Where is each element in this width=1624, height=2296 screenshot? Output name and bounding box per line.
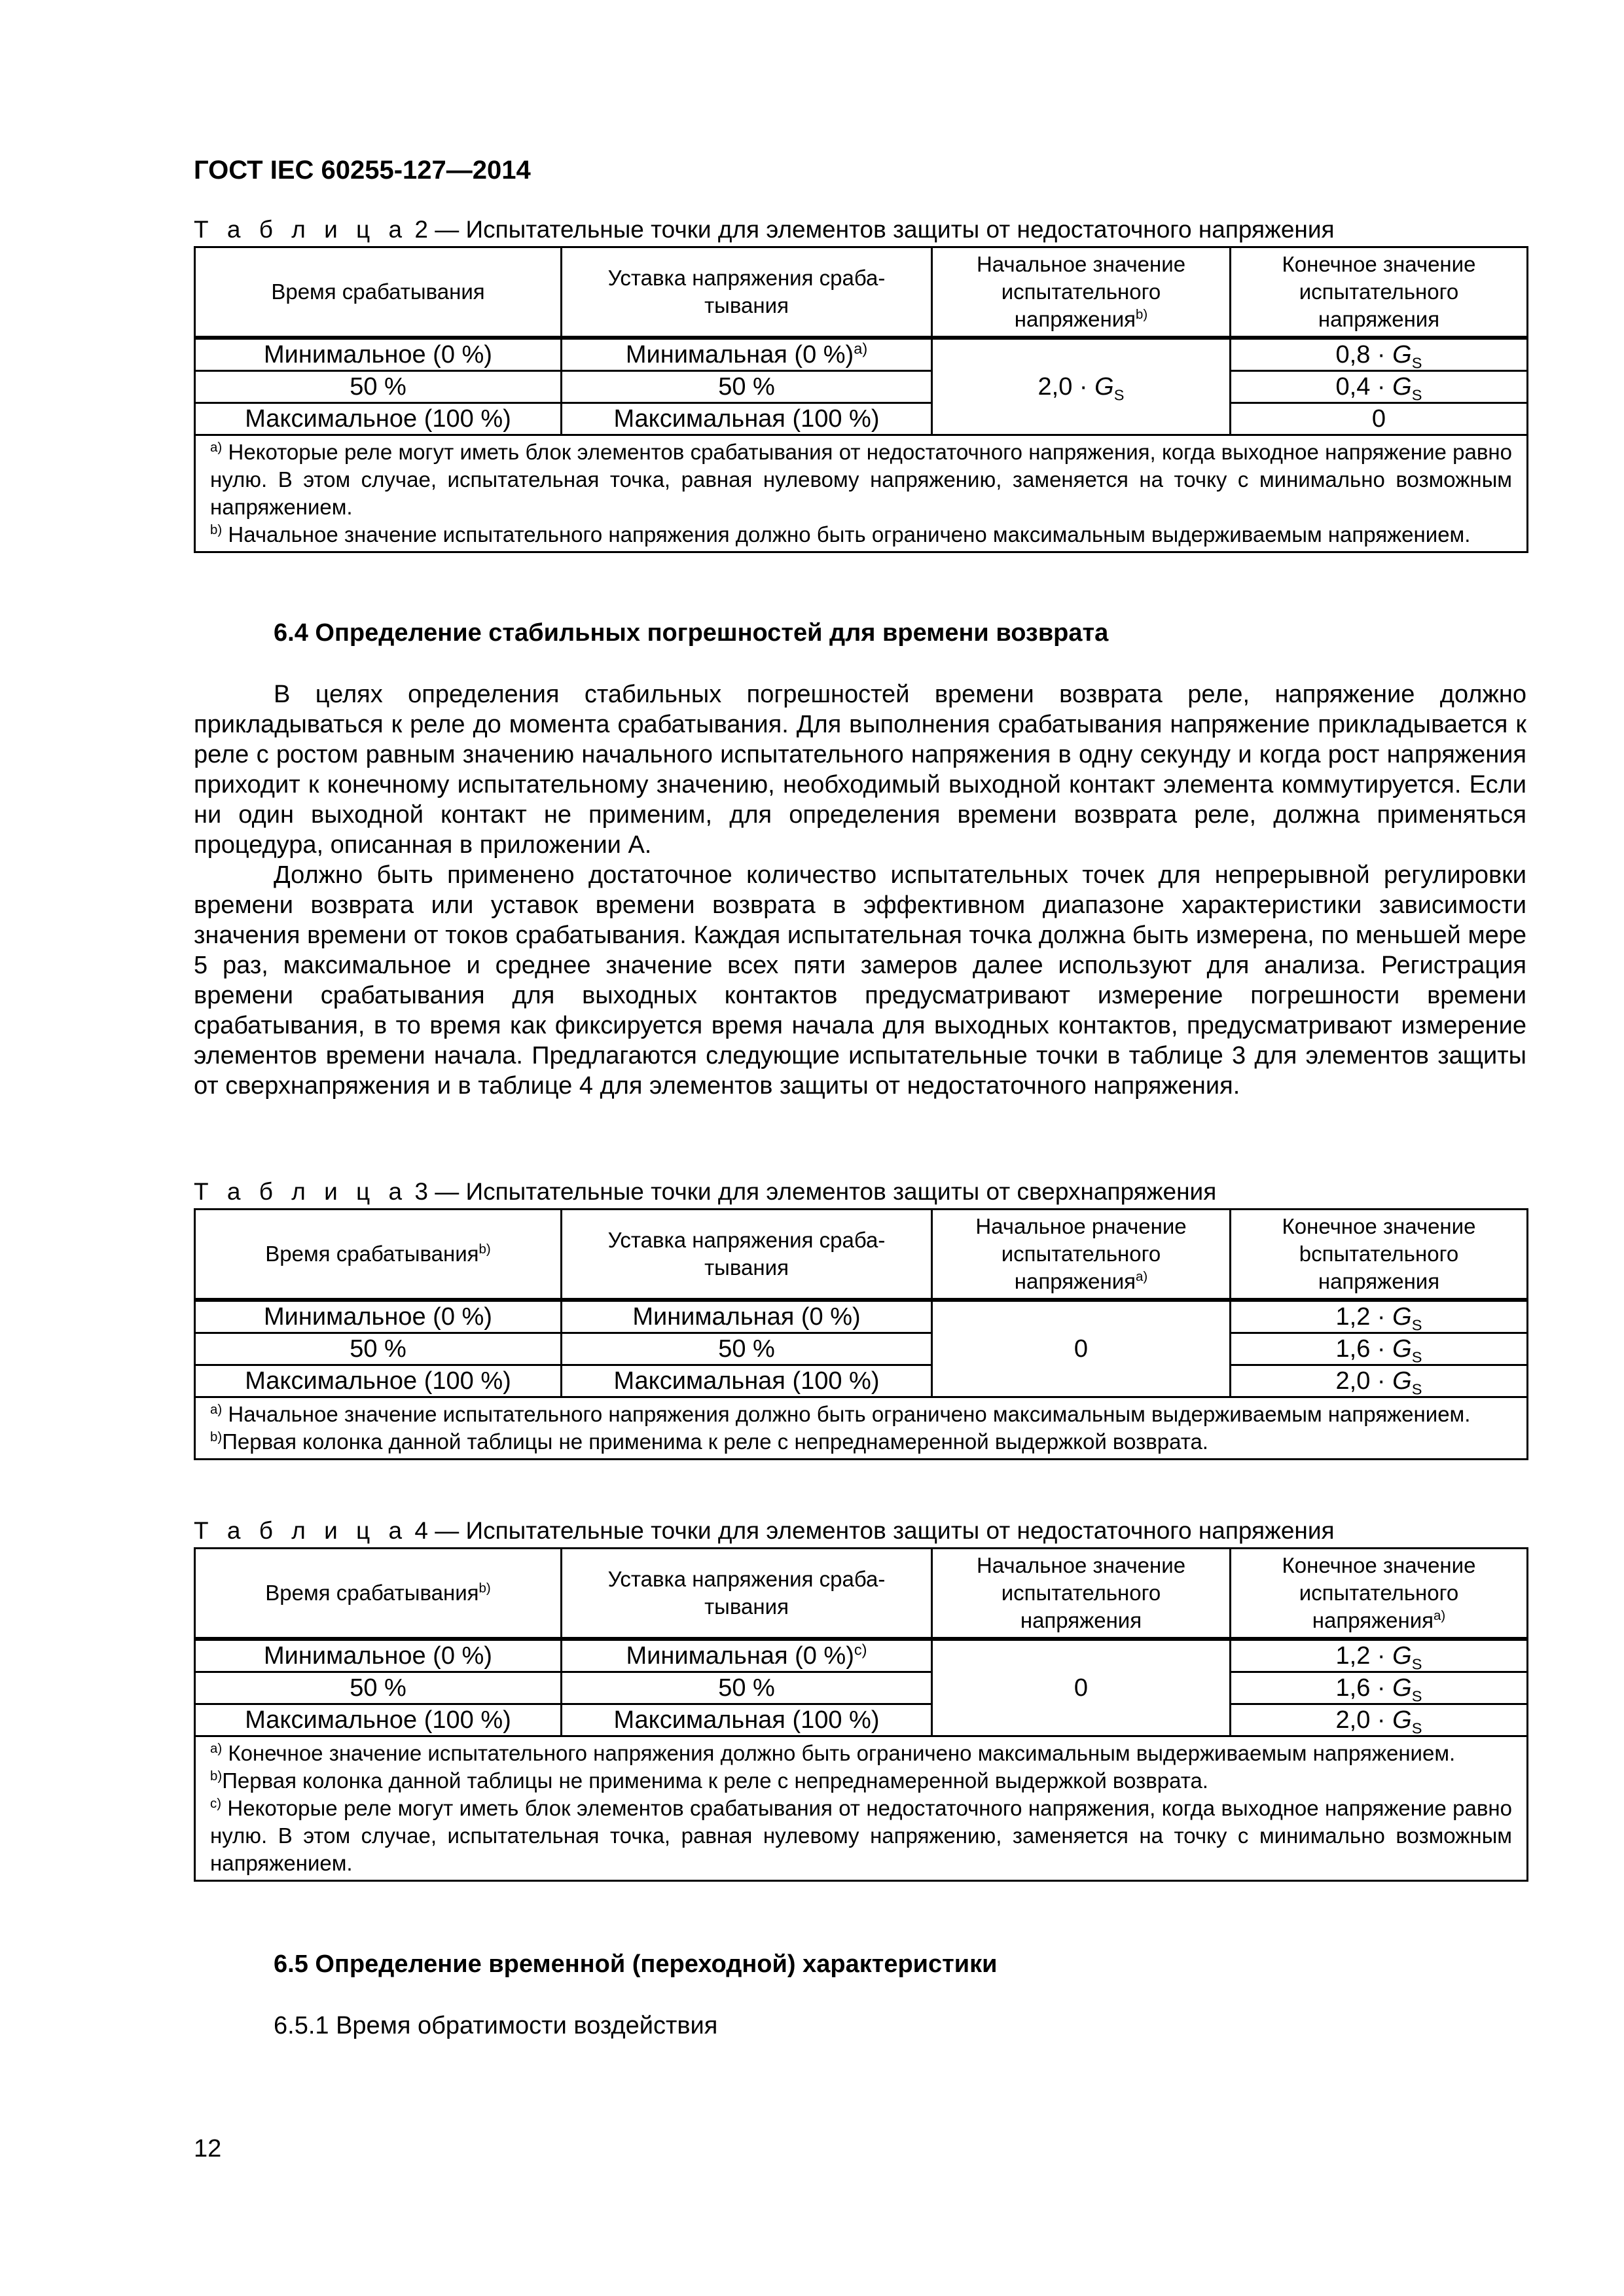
table2-cell-setting: 50 %	[562, 370, 932, 403]
table2-cell-time: Максимальное (100 %)	[195, 403, 562, 435]
symbol-g: G	[1392, 1302, 1412, 1331]
table-row	[195, 1333, 1528, 1365]
symbol-g: G	[1392, 372, 1412, 401]
table2-label: Т а б л и ц а	[194, 216, 408, 243]
table-row	[195, 403, 1528, 435]
table4-label: Т а б л и ц а	[194, 1517, 408, 1544]
table3	[194, 1208, 1528, 1460]
table2-caption	[194, 216, 1335, 243]
table2-cell-initial-merged: $2,0 \cdot G_S$	[932, 338, 1231, 435]
table4-caption	[194, 1517, 1335, 1545]
table2-cell-final: $0,8 \cdot G_S$	[1231, 338, 1528, 371]
section-6-4-body	[194, 679, 1526, 1101]
table4-number: 4	[414, 1517, 428, 1544]
table-row	[195, 1672, 1528, 1704]
table2-notes	[195, 435, 1528, 552]
table4-header-time: Время срабатывания$^{b)}$	[195, 1549, 562, 1639]
table4-cell-final: $1,6 \cdot G_S$	[1231, 1672, 1528, 1704]
table4-cell-initial-merged: 0	[932, 1639, 1231, 1736]
table2-header-setting: Уставка напряжения сраба-тывания	[562, 247, 932, 338]
table2-cell-setting: Минимальная (0 %)$^{а)}$	[562, 338, 932, 371]
table4-cell-final: $2,0 \cdot G_S$	[1231, 1704, 1528, 1736]
table2-cell-setting: Максимальная (100 %)	[562, 403, 932, 435]
table3-header-row	[195, 1210, 1528, 1300]
table2-notes-row	[195, 435, 1528, 552]
symbol-g: G	[1392, 1641, 1412, 1670]
section-6-4-heading: 6.4 Определение стабильных погрешностей для времени возврата	[274, 619, 1109, 647]
table-row	[195, 338, 1528, 371]
table-row	[195, 1300, 1528, 1333]
table4-header-initial: Начальное значение испытательного напряжения	[932, 1549, 1231, 1639]
table2-header-row	[195, 247, 1528, 338]
table4-cell-setting: 50 %	[562, 1672, 932, 1704]
table2-number: 2	[414, 216, 428, 243]
symbol-g: G	[1392, 340, 1412, 368]
table3-cell-time: 50 %	[195, 1333, 562, 1365]
table3-cell-initial-merged: 0	[932, 1300, 1231, 1397]
table-row	[195, 370, 1528, 403]
table4-cell-time: 50 %	[195, 1672, 562, 1704]
table2-cell-time: 50 %	[195, 370, 562, 403]
table3-cell-final: $2,0 \cdot G_S$	[1231, 1365, 1528, 1397]
table3-cell-setting: 50 %	[562, 1333, 932, 1365]
table3-note-b: $^{b)}$Первая колонка данной таблицы не применима к реле с непреднамеренной выдержкой возврата.	[210, 1429, 1208, 1454]
table4-cell-time: Максимальное (100 %)	[195, 1704, 562, 1736]
table4-header-final: Конечное значение испытательного напряжения$^{а)}$	[1231, 1549, 1528, 1639]
table3-header-setting: Уставка напряжения сраба-тывания	[562, 1210, 932, 1300]
paragraph: Должно быть применено достаточное количество испытательных точек для непрерывной регулировки времени возврата или уставок времени возврата в эффективном диапазоне характеристики зависимости значения времени от токов срабатывания. Каждая испытательная точка должна быть измерена, по меньшей мере 5 раз, максимальное и среднее значение всех пяти замеров далее используют для анализа. Регистрация времени срабатывания для выходных контактов предусматривают измерение погрешности времени срабатывания, в то время как фиксируется время начала для выходных контактов, предусматривают измерение элементов времени начала. Предлагаются следующие испытательные точки в таблице 3 для элементов защиты от сверхнапряжения и в таблице 4 для элементов защиты от недостаточного напряжения.	[194, 861, 1526, 1100]
table4-header-setting: Уставка напряжения сраба-тывания	[562, 1549, 932, 1639]
table4-cell-setting: Максимальная (100 %)	[562, 1704, 932, 1736]
table3-header-time: Время срабатывания$^{b)}$	[195, 1210, 562, 1300]
table4-cell-final: $1,2 \cdot G_S$	[1231, 1639, 1528, 1672]
table2-note-b: $^{b)}$ Начальное значение испытательного напряжения должно быть ограничено максимальным выдерживаемым напряжением.	[210, 522, 1471, 547]
table3-title: — Испытательные точки для элементов защиты от сверхнапряжения	[435, 1178, 1217, 1205]
table3-header-final: Конечное значение bспытательного напряжения	[1231, 1210, 1528, 1300]
table4-note-c: $^{с)}$ Некоторые реле могут иметь блок элементов срабатывания от недостаточного напряжения, когда выходное напряжение равно нулю. В этом случае, испытательная точка, равная нулевому напряжению, заменяется на точку с минимально возможным напряжением.	[210, 1795, 1512, 1875]
symbol-g: G	[1094, 372, 1114, 401]
table4-note-b: $^{b)}$Первая колонка данной таблицы не применима к реле с непреднамеренной выдержкой возврата.	[210, 1768, 1208, 1793]
table2-cell-final: 0	[1231, 403, 1528, 435]
table3-cell-final: $1,2 \cdot G_S$	[1231, 1300, 1528, 1333]
table3-label: Т а б л и ц а	[194, 1178, 408, 1205]
table3-cell-time: Минимальное (0 %)	[195, 1300, 562, 1333]
section-6-5-heading: 6.5 Определение временной (переходной) характеристики	[274, 1950, 998, 1978]
table3-cell-final: $1,6 \cdot G_S$	[1231, 1333, 1528, 1365]
table4-cell-time: Минимальное (0 %)	[195, 1639, 562, 1672]
table4-note-a: $^{а)}$ Конечное значение испытательного напряжения должно быть ограничено максимальным выдерживаемым напряжением.	[210, 1740, 1456, 1765]
table3-cell-setting: Минимальная (0 %)	[562, 1300, 932, 1333]
table-row	[195, 1704, 1528, 1736]
table2-header-final: Конечное значение испытательного напряжения	[1231, 247, 1528, 338]
table3-number: 3	[414, 1178, 428, 1205]
table2-header-time: Время срабатывания	[195, 247, 562, 338]
table-row	[195, 1639, 1528, 1672]
table2-header-initial: Начальное значение испытательного напряжения$^{b)}$	[932, 247, 1231, 338]
table3-header-initial: Начальное рначение испытательного напряжения$^{а)}$	[932, 1210, 1231, 1300]
table2-cell-final: $0,4 \cdot G_S$	[1231, 370, 1528, 403]
symbol-g: G	[1392, 1367, 1412, 1395]
table3-cell-time: Максимальное (100 %)	[195, 1365, 562, 1397]
table4-header-row	[195, 1549, 1528, 1639]
section-6-5-1-heading: 6.5.1 Время обратимости воздействия	[274, 2012, 718, 2039]
table-row	[195, 1365, 1528, 1397]
table3-cell-setting: Максимальная (100 %)	[562, 1365, 932, 1397]
table4-title: — Испытательные точки для элементов защиты от недостаточного напряжения	[435, 1517, 1335, 1544]
table2-title: — Испытательные точки для элементов защиты от недостаточного напряжения	[435, 216, 1335, 243]
document-header: ГОСТ IEC 60255-127—2014	[194, 156, 531, 185]
table3-note-a: $^{а)}$ Начальное значение испытательного напряжения должно быть ограничено максимальным выдерживаемым напряжением.	[210, 1401, 1471, 1426]
table2-cell-time: Минимальное (0 %)	[195, 338, 562, 371]
symbol-g: G	[1392, 1706, 1412, 1734]
paragraph: В целях определения стабильных погрешностей времени возврата реле, напряжение должно прикладываться к реле до момента срабатывания. Для выполнения срабатывания напряжение прикладывается к реле с ростом равным значению начального испытательного напряжения в одну секунду и когда рост напряжения приходит к конечному испытательному значению, необходимый выходной контакт элемента коммутируется. Если ни один выходной контакт не применим, для определения времени возврата реле, должна применяться процедура, описанная в приложении А.	[194, 681, 1526, 859]
table2-note-a: $^{а)}$ Некоторые реле могут иметь блок элементов срабатывания от недостаточного напряжения, когда выходное напряжение равно нулю. В этом случае, испытательная точка, равная нулевому напряжению, заменяется на точку с минимально возможным напряжением.	[210, 439, 1512, 519]
table3-caption	[194, 1178, 1216, 1206]
symbol-g: G	[1392, 1335, 1412, 1363]
table4-notes-row	[195, 1736, 1528, 1880]
page-number: 12	[194, 2135, 222, 2162]
table3-notes	[195, 1397, 1528, 1459]
table4	[194, 1547, 1528, 1882]
table4-notes	[195, 1736, 1528, 1880]
symbol-g: G	[1392, 1674, 1412, 1702]
table3-notes-row	[195, 1397, 1528, 1459]
table2	[194, 246, 1528, 553]
table4-cell-setting: Минимальная (0 %)$^{с)}$	[562, 1639, 932, 1672]
